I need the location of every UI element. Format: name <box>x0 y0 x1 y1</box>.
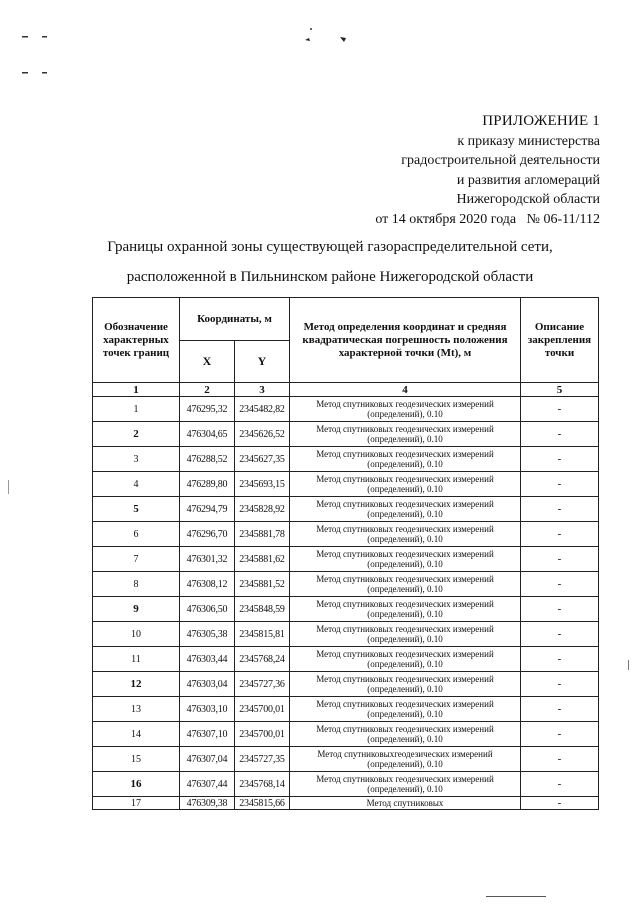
coord-y: 2345815,66 <box>235 797 290 810</box>
coord-y: 2345768,24 <box>235 647 290 672</box>
coord-x: 476308,12 <box>180 572 235 597</box>
coord-y: 2345768,14 <box>235 772 290 797</box>
coord-x: 476295,32 <box>180 397 235 422</box>
table-row <box>93 447 599 472</box>
coord-y: 2345828,92 <box>235 497 290 522</box>
point-id: 15 <box>93 747 180 772</box>
table-row <box>93 672 599 697</box>
table-row <box>93 497 599 522</box>
point-id: 13 <box>93 697 180 722</box>
method-text: Метод спутниковых геодезических измерений (определений), 0.10 <box>290 597 521 622</box>
fixing-description: - <box>521 597 599 622</box>
table-row <box>93 622 599 647</box>
coord-y: 2345482,82 <box>235 397 290 422</box>
header-description: Описание закрепления точки <box>521 298 599 383</box>
method-text: Метод спутниковых геодезических измерений (определений), 0.10 <box>290 547 521 572</box>
table-row <box>93 747 599 772</box>
approval-date-number: от 14 октября 2020 года № 06-11/112 <box>375 211 600 227</box>
point-id: 17 <box>93 797 180 810</box>
fixing-description: - <box>521 697 599 722</box>
table-row <box>93 397 599 422</box>
method-text: Метод спутниковых геодезических измерений (определений), 0.10 <box>290 647 521 672</box>
approval-block <box>300 112 600 229</box>
point-id: 1 <box>93 397 180 422</box>
point-id: 3 <box>93 447 180 472</box>
column-number: 5 <box>521 383 599 397</box>
point-id: 16 <box>93 772 180 797</box>
coord-x: 476307,44 <box>180 772 235 797</box>
coord-x: 476303,44 <box>180 647 235 672</box>
fixing-description: - <box>521 472 599 497</box>
column-number: 4 <box>290 383 521 397</box>
fixing-description: - <box>521 772 599 797</box>
fixing-description: - <box>521 397 599 422</box>
coord-y: 2345881,78 <box>235 522 290 547</box>
table-row <box>93 647 599 672</box>
table-row <box>93 572 599 597</box>
coord-x: 476303,04 <box>180 672 235 697</box>
method-text: Метод спутниковыхгеодезических измерений (определений), 0.10 <box>290 747 521 772</box>
title-line-2: расположенной в Пильнинском районе Нижегородской области <box>126 269 534 285</box>
coord-y: 2345700,01 <box>235 697 290 722</box>
boundary-points-table <box>92 297 599 810</box>
coord-x: 476307,10 <box>180 722 235 747</box>
column-number: 2 <box>180 383 235 397</box>
approval-line: к приказу министерства <box>457 133 600 149</box>
coord-x: 476304,65 <box>180 422 235 447</box>
coord-y: 2345727,35 <box>235 747 290 772</box>
method-text: Метод спутниковых геодезических измерений (определений), 0.10 <box>290 572 521 597</box>
coord-y: 2345848,59 <box>235 597 290 622</box>
coord-y: 2345881,62 <box>235 547 290 572</box>
coord-x: 476303,10 <box>180 697 235 722</box>
coord-y: 2345700,01 <box>235 722 290 747</box>
document-title <box>60 232 600 292</box>
table-row <box>93 547 599 572</box>
method-text: Метод спутниковых геодезических измерений (определений), 0.10 <box>290 722 521 747</box>
table-row <box>93 597 599 622</box>
fixing-description: - <box>521 622 599 647</box>
coord-x: 476309,38 <box>180 797 235 810</box>
coord-x: 476306,50 <box>180 597 235 622</box>
table-row <box>93 797 599 810</box>
method-text: Метод спутниковых геодезических измерений (определений), 0.10 <box>290 447 521 472</box>
point-id: 12 <box>93 672 180 697</box>
header-designation: Обозначение характерных точек границ <box>93 298 180 383</box>
coord-y: 2345626,52 <box>235 422 290 447</box>
method-text: Метод спутниковых геодезических измерений (определений), 0.10 <box>290 397 521 422</box>
fixing-description: - <box>521 497 599 522</box>
table-row <box>93 722 599 747</box>
coord-x: 476288,52 <box>180 447 235 472</box>
method-text: Метод спутниковых геодезических измерений (определений), 0.10 <box>290 772 521 797</box>
method-text: Метод спутниковых геодезических измерений (определений), 0.10 <box>290 672 521 697</box>
fixing-description: - <box>521 647 599 672</box>
header-coordinates: Координаты, м <box>180 298 290 341</box>
fixing-description: - <box>521 797 599 810</box>
coord-x: 476301,32 <box>180 547 235 572</box>
table-row <box>93 522 599 547</box>
method-text: Метод спутниковых геодезических измерений (определений), 0.10 <box>290 622 521 647</box>
footer-rule <box>486 896 546 897</box>
fixing-description: - <box>521 422 599 447</box>
point-id: 8 <box>93 572 180 597</box>
method-text: Метод спутниковых геодезических измерений (определений), 0.10 <box>290 422 521 447</box>
method-text: Метод спутниковых геодезических измерений (определений), 0.10 <box>290 697 521 722</box>
point-id: 10 <box>93 622 180 647</box>
table-row <box>93 772 599 797</box>
fixing-description: - <box>521 547 599 572</box>
fixing-description: - <box>521 747 599 772</box>
method-text: Метод спутниковых геодезических измерений (определений), 0.10 <box>290 522 521 547</box>
coord-y: 2345693,15 <box>235 472 290 497</box>
coord-y: 2345627,35 <box>235 447 290 472</box>
header-y: Y <box>235 341 290 383</box>
approval-line: градостроительной деятельности <box>401 153 600 168</box>
coord-y: 2345881,52 <box>235 572 290 597</box>
point-id: 4 <box>93 472 180 497</box>
column-number-row <box>93 383 599 397</box>
coord-y: 2345815,81 <box>235 622 290 647</box>
method-text: Метод спутниковых геодезических измерений (определений), 0.10 <box>290 472 521 497</box>
point-id: 6 <box>93 522 180 547</box>
point-id: 14 <box>93 722 180 747</box>
table-row <box>93 472 599 497</box>
table-row <box>93 697 599 722</box>
coord-y: 2345727,36 <box>235 672 290 697</box>
fixing-description: - <box>521 447 599 472</box>
coord-x: 476289,80 <box>180 472 235 497</box>
fixing-description: - <box>521 722 599 747</box>
approval-line: и развития агломераций <box>456 172 600 188</box>
header-method: Метод определения координат и средняя квадратическая погрешность положения характерной точки (Mt), м <box>290 298 521 383</box>
coord-x: 476305,38 <box>180 622 235 647</box>
fixing-description: - <box>521 572 599 597</box>
column-number: 3 <box>235 383 290 397</box>
appendix-title: ПРИЛОЖЕНИЕ 1 <box>482 113 600 129</box>
fixing-description: - <box>521 522 599 547</box>
title-line-1: Границы охранной зоны существующей газораспределительной сети, <box>107 239 553 255</box>
point-id: 9 <box>93 597 180 622</box>
point-id: 11 <box>93 647 180 672</box>
column-number: 1 <box>93 383 180 397</box>
method-text: Метод спутниковых геодезических измерений (определений), 0.10 <box>290 497 521 522</box>
point-id: 5 <box>93 497 180 522</box>
header-x: X <box>180 341 235 383</box>
approval-line: Нижегородской области <box>456 192 600 207</box>
coord-x: 476294,79 <box>180 497 235 522</box>
fixing-description: - <box>521 672 599 697</box>
point-id: 7 <box>93 547 180 572</box>
coord-x: 476307,04 <box>180 747 235 772</box>
point-id: 2 <box>93 422 180 447</box>
method-text: Метод спутниковых <box>290 797 521 810</box>
table-row <box>93 422 599 447</box>
coord-x: 476296,70 <box>180 522 235 547</box>
